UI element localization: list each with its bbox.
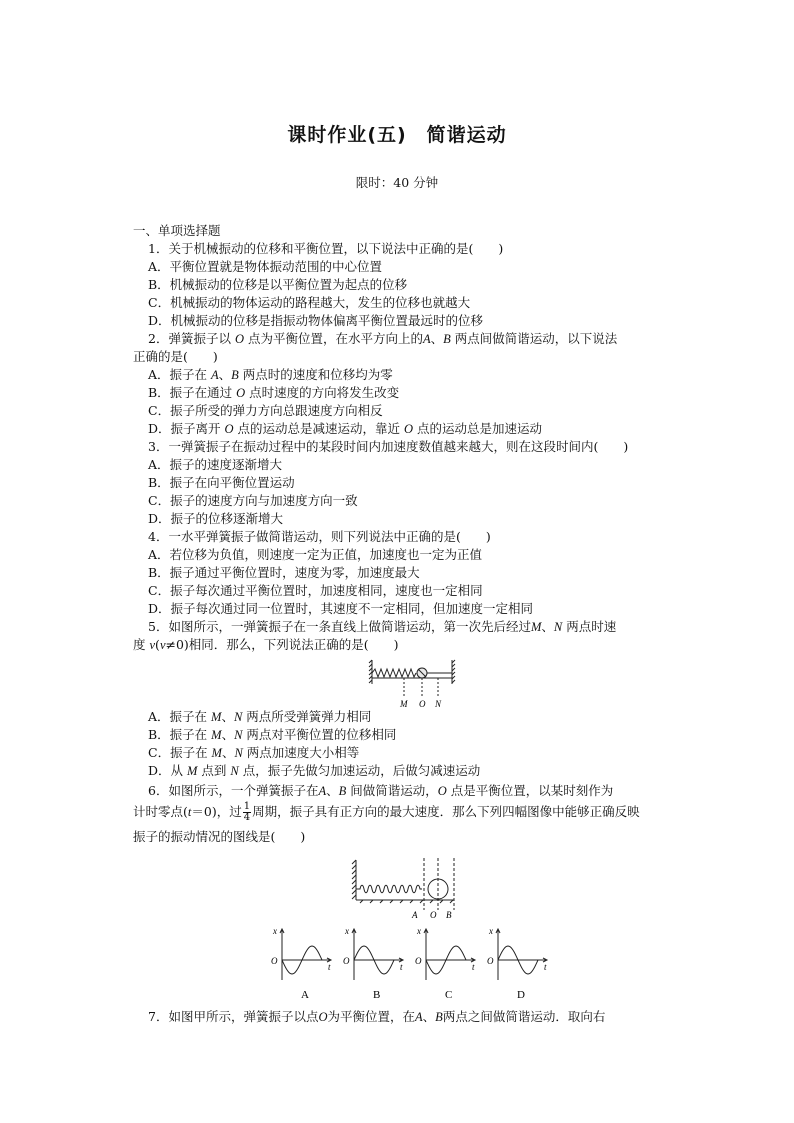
q6-label-o: O xyxy=(430,910,437,920)
q2-option-b: B．振子在通过 O 点时速度的方向将发生改变 xyxy=(148,385,400,400)
q3-stem: 3．一弹簧振子在振动过程中的某段时间内加速度数值越来越大，则在这段时间内( ) xyxy=(148,439,629,454)
section-heading: 一、单项选择题 xyxy=(133,223,221,238)
q1-option-c: C．机械振动的物体运动的路程越大，发生的位移也就越大 xyxy=(148,295,471,310)
q6-stem-line3: 振子的振动情况的图线是( ) xyxy=(133,829,306,844)
q6-stem-line1: 6．如图所示，一个弹簧振子在A、B 间做简谐运动，O 点是平衡位置，以某时刻作为 xyxy=(148,783,614,798)
option-label: D xyxy=(517,989,525,1001)
q2-stem-line1: 2．弹簧振子以 O 点为平衡位置，在水平方向上的A、B 两点间做简谐运动，以下说法 xyxy=(148,331,618,346)
q4-option-d: D．振子每次通过同一位置时，其速度不一定相同，但加速度一定相同 xyxy=(148,601,534,616)
q3-option-a: A．振子的速度逐渐增大 xyxy=(148,457,283,472)
q5-label-m: M xyxy=(400,699,408,708)
q6-graph-b xyxy=(343,926,403,1001)
axis-label-x: x xyxy=(273,926,277,936)
q1-option-d: D．机械振动的位移是指振动物体偏离平衡位置最远时的位移 xyxy=(148,313,484,328)
q5-option-c: C．振子在 M、N 两点加速度大小相等 xyxy=(148,745,360,760)
q3-option-d: D．振子的位移逐渐增大 xyxy=(148,511,284,526)
q5-label-o: O xyxy=(419,699,426,708)
origin-label: O xyxy=(343,956,350,966)
q5-spring-figure xyxy=(368,656,460,708)
q7-stem: 7．如图甲所示，弹簧振子以点O为平衡位置，在A、B两点之间做简谐运动．取向右 xyxy=(148,1009,606,1024)
q4-stem: 4．一水平弹簧振子做简谐运动，则下列说法中正确的是( ) xyxy=(148,529,491,544)
origin-label: O xyxy=(487,956,494,966)
q2-stem-line2: 正确的是( ) xyxy=(133,349,218,364)
option-label: B xyxy=(373,989,381,1001)
axis-label-t: t xyxy=(544,962,547,972)
page-title: 课时作业(五) 简谐运动 xyxy=(287,124,507,146)
axis-label-t: t xyxy=(400,962,403,972)
q6-label-b: B xyxy=(446,910,452,920)
q5-option-d: D．从 M 点到 N 点，振子先做匀加速运动，后做匀减速运动 xyxy=(148,763,481,778)
q2-option-d: D．振子离开 O 点的运动总是减速运动，靠近 O 点的运动总是加速运动 xyxy=(148,421,542,436)
axis-label-x: x xyxy=(489,926,493,936)
q5-option-a: A．振子在 M、N 两点所受弹簧弹力相同 xyxy=(148,709,372,724)
q5-stem-line1: 5．如图所示，一弹簧振子在一条直线上做简谐运动，第一次先后经过M、N 两点时速 xyxy=(148,619,617,634)
time-limit: 限时：40 分钟 xyxy=(355,175,439,190)
q6-stem-line2: 计时零点(t＝0)，过 $\frac{1}{4}$ 周期，振子具有正方向的最大速度．那么下列四幅图像中能够正确反映 xyxy=(133,801,640,823)
q6-label-a: A xyxy=(412,910,418,920)
q5-label-n: N xyxy=(435,699,442,708)
axis-label-t: t xyxy=(328,962,331,972)
axis-label-x: x xyxy=(417,926,421,936)
q4-option-a: A．若位移为负值，则速度一定为正值，加速度也一定为正值 xyxy=(148,547,483,562)
axis-label-x: x xyxy=(345,926,349,936)
q6-graph-d xyxy=(487,926,547,1001)
q2-option-a: A．振子在 A、B 两点时的速度和位移均为零 xyxy=(148,367,393,382)
q1-stem: 1．关于机械振动的位移和平衡位置，以下说法中正确的是( ) xyxy=(148,241,504,256)
q4-option-c: C．振子每次通过平衡位置时，加速度相同，速度也一定相同 xyxy=(148,583,483,598)
q6-spring-figure xyxy=(350,856,460,920)
axis-label-t: t xyxy=(472,962,475,972)
q5-stem-line2: 度 v(v≠0)相同．那么，下列说法正确的是( ) xyxy=(133,637,399,652)
q3-option-c: C．振子的速度方向与加速度方向一致 xyxy=(148,493,358,508)
q6-fraction: $\frac{1}{4}$ xyxy=(243,801,251,823)
q4-option-b: B．振子通过平衡位置时，速度为零，加速度最大 xyxy=(148,565,420,580)
q6-graph-a xyxy=(271,926,331,1001)
origin-label: O xyxy=(271,956,278,966)
q6-graph-c xyxy=(415,926,475,1001)
q5-option-b: B．振子在 M、N 两点对平衡位置的位移相同 xyxy=(148,727,397,742)
q2-option-c: C．振子所受的弹力方向总跟速度方向相反 xyxy=(148,403,383,418)
q1-option-b: B．机械振动的位移是以平衡位置为起点的位移 xyxy=(148,277,408,292)
origin-label: O xyxy=(415,956,422,966)
q6-graph-options xyxy=(262,924,562,1004)
q3-option-b: B．振子在向平衡位置运动 xyxy=(148,475,295,490)
option-label: A xyxy=(301,989,309,1001)
option-label: C xyxy=(445,989,453,1001)
q1-option-a: A．平衡位置就是物体振动范围的中心位置 xyxy=(148,259,383,274)
